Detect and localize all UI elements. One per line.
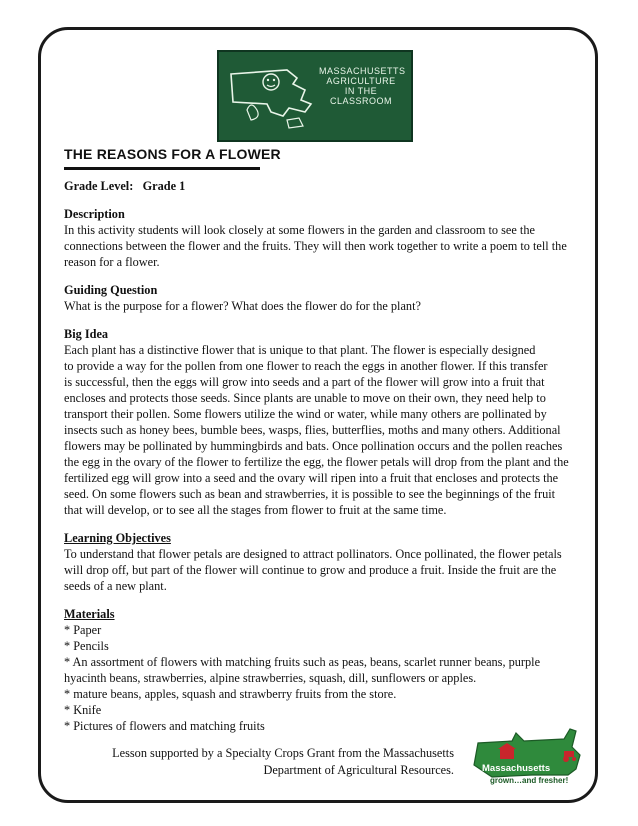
materials-item: * Pictures of flowers and matching fruits: [64, 719, 265, 733]
guiding-question-heading: Guiding Question: [64, 283, 158, 297]
text-line: the egg in the ovary of the flower to fertilize the egg, the flower petals will drop from the plant and the: [64, 455, 569, 469]
text-line: In this activity students will look closely at some flowers in the garden and classroom to see the: [64, 223, 535, 237]
text-line: To understand that flower petals are designed to attract pollinators. Once pollinated, the flower petals: [64, 547, 562, 561]
page-title: THE REASONS FOR A FLOWER: [64, 146, 281, 162]
mass-logo-line1: Massachusetts: [482, 763, 551, 774]
text-line: to provide a way for the pollen from one flower to reach the eggs in another flower. If this transfer: [64, 359, 548, 373]
footer-line: Lesson supported by a Specialty Crops Grant from the Massachusetts: [112, 746, 454, 760]
big-idea-heading: Big Idea: [64, 327, 109, 341]
barn-icon: [500, 749, 514, 759]
materials-item: * mature beans, apples, squash and strawberry fruits from the store.: [64, 687, 397, 701]
grade-level: [64, 178, 580, 194]
materials-item: * Paper: [64, 623, 102, 637]
text-line: What is the purpose for a flower? What does the flower do for the plant?: [64, 299, 421, 313]
materials-section: [64, 606, 580, 734]
title-underline: [64, 167, 260, 170]
learning-objectives-section: [64, 530, 580, 594]
massachusetts-grown-logo: [472, 725, 582, 787]
text-line: fertilized egg will grow into a seed and the ovary will ripen into a fruit that encloses and protects the: [64, 471, 559, 485]
mass-logo-line2: grown…and fresher!: [490, 776, 569, 785]
text-line: insects such as honey bees, bumble bees, wasps, flies, butterflies, moths and many others. Additional: [64, 423, 561, 437]
materials-item: * Knife: [64, 703, 102, 717]
text-line: connections between the flower and the fruits. They will then work together to write a poem to tell the: [64, 239, 567, 253]
text-line: flowers may be pollinated by hummingbirds and bats. Once pollination occurs and the pollen reaches: [64, 439, 563, 453]
description-section: [64, 206, 580, 270]
big-idea-section: [64, 326, 580, 518]
logo-line: IN THE CLASSROOM: [329, 86, 392, 106]
text-line: is successful, then the eggs will grow into seeds and a part of the flower will grow into a fruit that: [64, 375, 545, 389]
logo-line: AGRICULTURE: [326, 76, 396, 86]
massachusetts-map-icon: [227, 60, 327, 132]
logo-line: MASSACHUSETTS: [319, 66, 406, 76]
text-line: encloses and protects those seeds. Since plants are unable to move on their own, they need help to: [64, 391, 546, 405]
materials-item: * An assortment of flowers with matching fruits such as peas, beans, scarlet runner beans, purple: [64, 655, 541, 669]
grant-footer: [86, 745, 454, 779]
guiding-question-section: [64, 282, 580, 314]
text-line: that will develop, or to see all the stages from flower to fruit at the same time.: [64, 503, 447, 517]
learning-objectives-heading: Learning Objectives: [64, 531, 171, 545]
materials-item: hyacinth beans, strawberries, alpine strawberries, squash, dill, sunflowers or apples.: [64, 671, 477, 685]
text-line: will drop off, but part of the flower will continue to grow and produce a fruit. Inside the fruit are the: [64, 563, 557, 577]
text-line: seed. On some flowers such as bean and strawberries, it is possible to see the beginnings of the fruit: [64, 487, 556, 501]
ag-in-classroom-logo: [217, 50, 413, 142]
lesson-content: [64, 178, 580, 746]
description-heading: Description: [64, 207, 125, 221]
text-line: reason for a flower.: [64, 255, 160, 269]
grade-label: Grade Level: Grade 1: [64, 179, 186, 193]
logo-text: [319, 66, 406, 106]
text-line: transport their pollen. Some flowers utilize the wind or water, while many others are pollinated by: [64, 407, 547, 421]
materials-item: * Pencils: [64, 639, 109, 653]
text-line: Each plant has a distinctive flower that is unique to that plant. The flower is especially designed: [64, 343, 536, 357]
text-line: seeds of a new plant.: [64, 579, 167, 593]
footer-line: Department of Agricultural Resources.: [263, 763, 454, 777]
materials-heading: Materials: [64, 607, 115, 621]
